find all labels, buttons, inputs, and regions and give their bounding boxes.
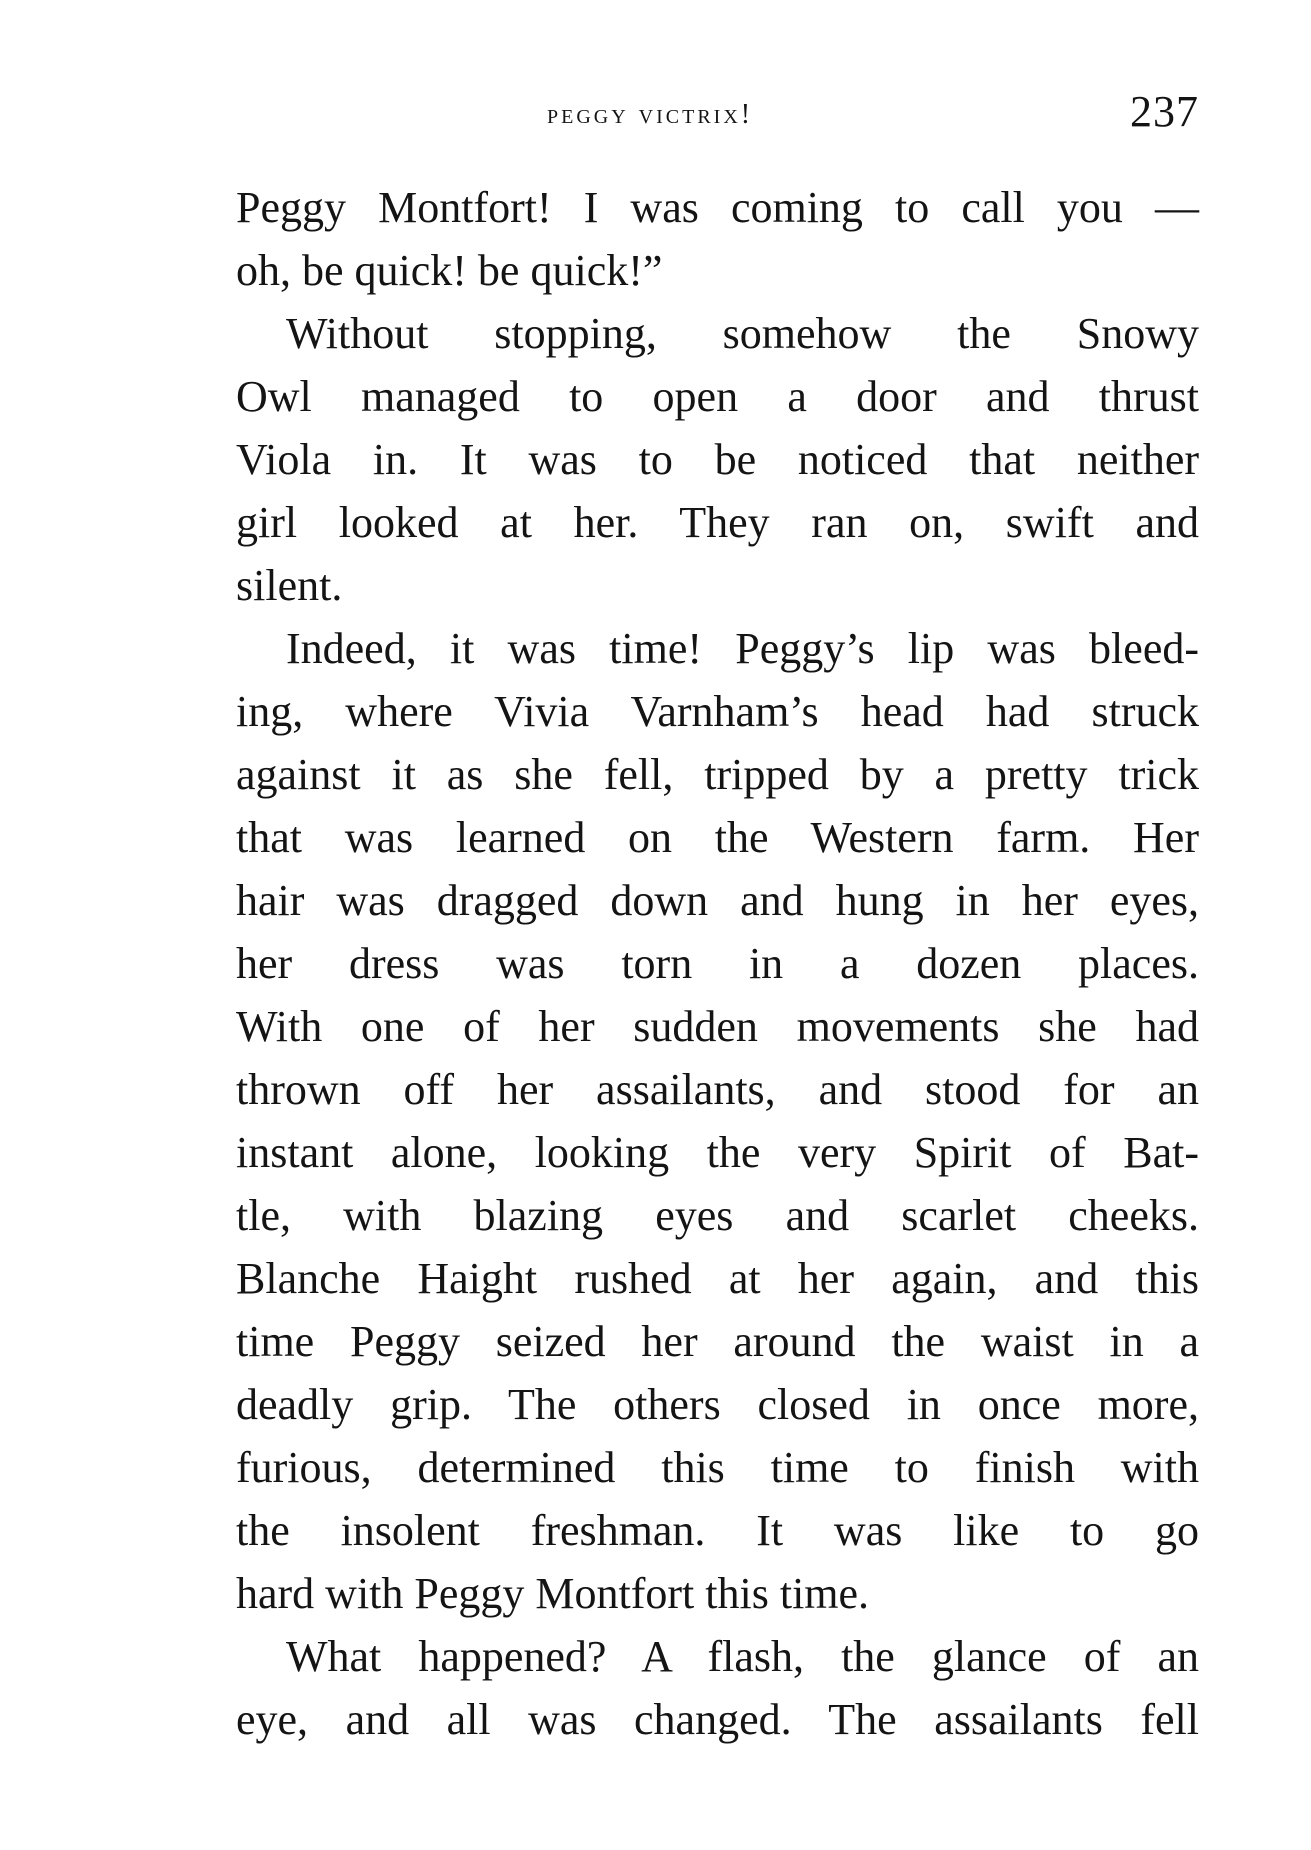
text-line: tle, with blazing eyes and scarlet cheeks. xyxy=(236,1191,1199,1240)
text-line: instant alone, looking the very Spirit of Bat- xyxy=(236,1128,1199,1177)
text-line: What happened? A flash, the glance of an xyxy=(286,1632,1199,1681)
text-line: Indeed, it was time! Peggy’s lip was bleed- xyxy=(286,624,1199,673)
text-line: silent. xyxy=(236,561,343,610)
text-line: hair was dragged down and hung in her eyes, xyxy=(236,876,1199,925)
text-line: that was learned on the Western farm. Her xyxy=(236,813,1199,862)
text-line: Without stopping, somehow the Snowy xyxy=(286,309,1199,358)
text-line: With one of her sudden movements she had xyxy=(236,1002,1199,1051)
text-line: Peggy Montfort! I was coming to call you — xyxy=(236,183,1199,232)
text-line: hard with Peggy Montfort this time. xyxy=(236,1569,870,1618)
text-line: furious, determined this time to finish with xyxy=(236,1443,1199,1492)
paragraph xyxy=(236,1625,1199,1751)
text-line: eye, and all was changed. The assailants fell xyxy=(236,1695,1199,1744)
text-line: ing, where Vivia Varnham’s head had struck xyxy=(236,687,1199,736)
text-line: against it as she fell, tripped by a pretty trick xyxy=(236,750,1199,799)
text-line: deadly grip. The others closed in once more, xyxy=(236,1380,1199,1429)
text-line: Blanche Haight rushed at her again, and this xyxy=(236,1254,1199,1303)
body-text xyxy=(236,176,1199,1751)
page-number: 237 xyxy=(1130,87,1199,136)
text-line: oh, be quick! be quick!” xyxy=(236,246,663,295)
text-line: her dress was torn in a dozen places. xyxy=(236,939,1199,988)
text-line: thrown off her assailants, and stood for an xyxy=(236,1065,1199,1114)
text-line: Viola in. It was to be noticed that neither xyxy=(236,435,1199,484)
text-line: Owl managed to open a door and thrust xyxy=(236,372,1199,421)
text-line: the insolent freshman. It was like to go xyxy=(236,1506,1199,1555)
running-title: peggy victrix! xyxy=(547,99,754,130)
text-line: girl looked at her. They ran on, swift and xyxy=(236,498,1199,547)
paragraph xyxy=(236,617,1199,1625)
paragraph xyxy=(236,176,1199,302)
running-head xyxy=(236,88,1199,138)
paragraph xyxy=(236,302,1199,617)
text-line: time Peggy seized her around the waist in a xyxy=(236,1317,1199,1366)
